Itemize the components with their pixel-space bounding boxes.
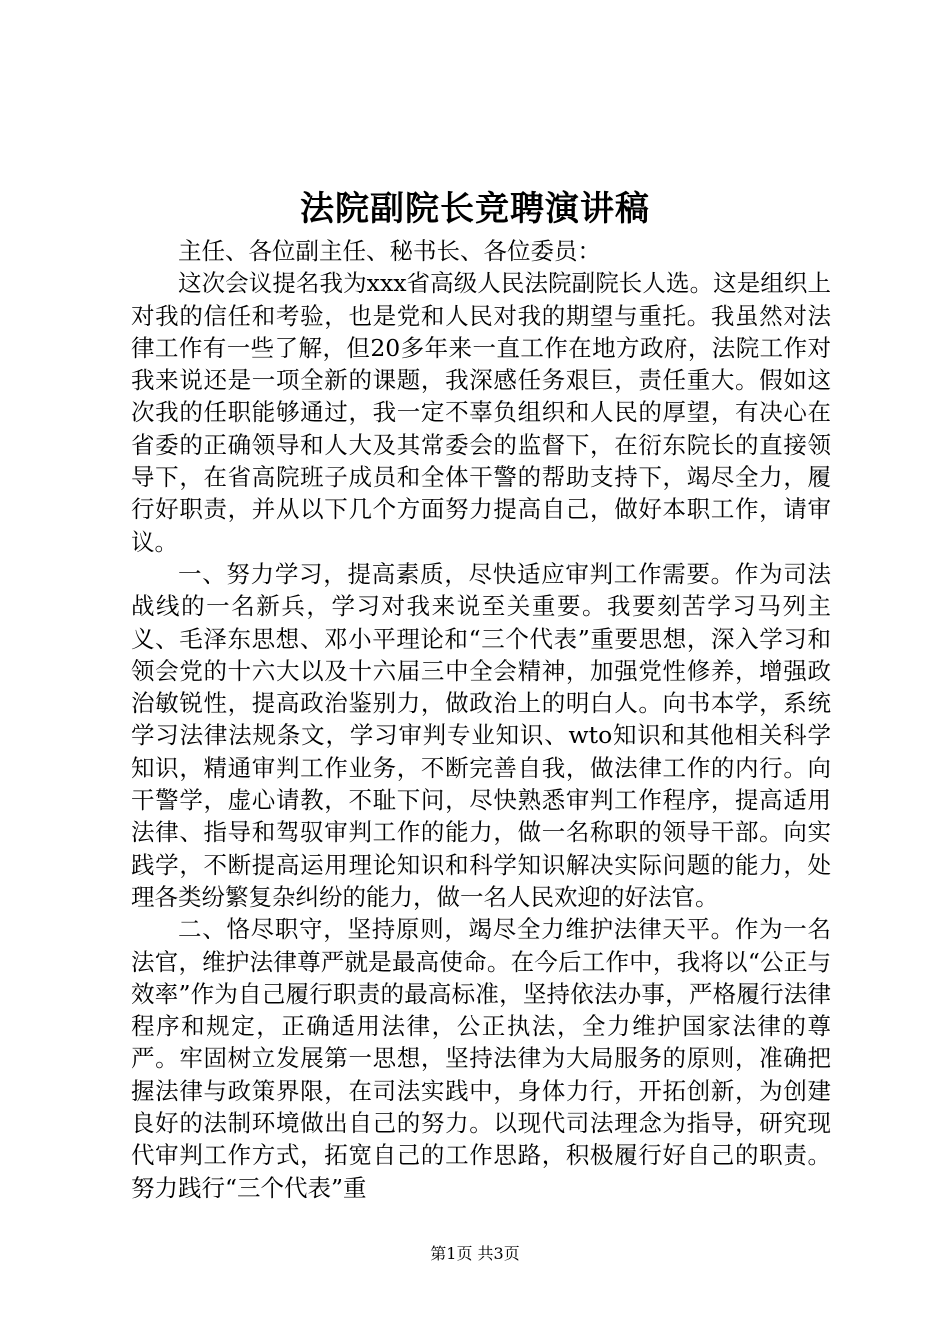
page-title: 法院副院长竞聘演讲稿 [300, 189, 650, 229]
salutation: 主任、各位副主任、秘书长、各位委员： [178, 237, 601, 265]
paragraph-intro: 这次会议提名我为xxx省高级人民法院副院长人选。这是组织上对我的信任和考验，也是党和人民对我的期望与重托。我虽然对法律工作有一些了解，但20多年来一直工作在地方政府，法院工作对我来说还是一项全新的课题，我深感任务艰巨，责任重大。假如这次我的任职能够通过，我一定不辜负组织和人民的厚望，有决心在省委的正确领导和人大及其常委会的监督下，在衍东院长的直接领导下，在省高院班子成员和全体干警的帮助支持下，竭尽全力，履行好职责，并从以下几个方面努力提高自己，做好本职工作，请审议。 [131, 269, 831, 556]
document-body [131, 235, 831, 1204]
page-footer: 第1页 共3页 [430, 1244, 520, 1263]
paragraph-duty: 二、恪尽职守，坚持原则，竭尽全力维护法律天平。作为一名法官，维护法律尊严就是最高使命。在今后工作中，我将以“公正与效率”作为自己履行职责的最高标准，坚持依法办事，严格履行法律程序和规定，正确适用法律，公正执法，全力维护国家法律的尊严。牢固树立发展第一思想，坚持法律为大局服务的原则，准确把握法律与政策界限，在司法实践中，身体力行，开拓创新，为创建良好的法制环境做出自己的努力。以现代司法理念为指导，研究现代审判工作方式，拓宽自己的工作思路，积极履行好自己的职责。努力践行“三个代表”重 [131, 915, 831, 1202]
paragraph-study: 一、努力学习，提高素质，尽快适应审判工作需要。作为司法战线的一名新兵，学习对我来说至关重要。我要刻苦学习马列主义、毛泽东思想、邓小平理论和“三个代表”重要思想，深入学习和领会党的十六大以及十六届三中全会精神，加强党性修养，增强政治敏锐性，提高政治鉴别力，做政治上的明白人。向书本学，系统学习法律法规条文，学习审判专业知识、wto知识和其他相关科学知识，精通审判工作业务，不断完善自我，做法律工作的内行。向干警学，虚心请教，不耻下问，尽快熟悉审判工作程序，提高适用法律、指导和驾驭审判工作的能力，做一名称职的领导干部。向实践学，不断提高运用理论知识和科学知识解决实际问题的能力，处理各类纷繁复杂纠纷的能力，做一名人民欢迎的好法官。 [131, 559, 831, 911]
